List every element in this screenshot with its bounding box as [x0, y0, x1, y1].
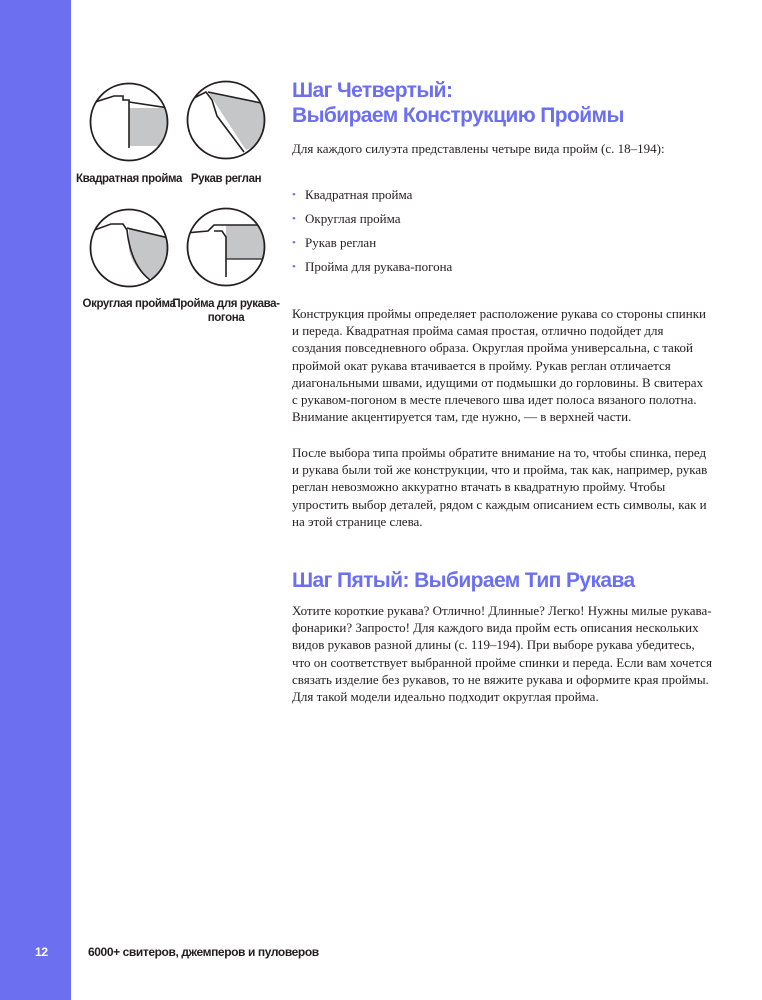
list-item-text: Рукав реглан — [305, 235, 377, 250]
list-item — [292, 183, 452, 207]
step4-heading-line2: Выбираем Конструкцию Проймы — [292, 104, 624, 127]
step5-heading: Шаг Пятый: Выбираем Тип Рукава — [292, 569, 635, 592]
running-title: 6000+ свитеров, джемперов и пуловеров — [88, 945, 319, 959]
square-armhole-icon — [89, 82, 169, 162]
diagram-label-raglan: Рукав реглан — [190, 173, 262, 185]
diagram-label-saddle: Пройма для рукава-погона — [172, 298, 280, 324]
page-number: 12 — [35, 945, 48, 959]
diagram-label-square: Квадратная пройма — [76, 173, 182, 185]
step4-heading — [292, 78, 624, 128]
list-item-text: Квадратная пройма — [305, 187, 413, 202]
list-item-text: Пройма для рукава-погона — [305, 259, 453, 274]
step5-paragraph: Хотите короткие рукава? Отлично! Длинные? Легко! Нужны милые рукава-фонарики? Запросто! Для каждого вида пройм есть описания нескольких видов рукавов разной длины (с. 119–194). При выборе рукава убедитесь, что он соответствует выбранной пройме спинки и переда. Если вам хочется связать изделие без рукавов, то не вяжите рукава и оформите края проймы. Для такой модели идеально подходит округлая пройма. — [292, 603, 712, 705]
bullet-symbol: • — [292, 189, 296, 201]
bullet-symbol: • — [292, 261, 296, 273]
sidebar-accent-bar — [0, 0, 71, 1000]
step4-intro: Для каждого силуэта представлены четыре вида пройм (с. 18–194): — [292, 141, 665, 156]
step4-heading-line1: Шаг Четвертый: — [292, 79, 453, 102]
armhole-type-list — [292, 183, 452, 279]
list-item — [292, 255, 452, 279]
step4-paragraph-1: Конструкция проймы определяет расположение рукава со стороны спинки и переда. Квадратная пройма самая простая, отлично подойдет для создания повседневного образа. Округлая пройма универсальна, с такой проймой окат рукава втачивается в пройму. Рукав реглан отличается диагональными швами, идущими от подмышки до горловины. В свитерах с рукавом-погоном в месте плечевого шва идет полоса вязаного полотна. Внимание акцентируется там, где нужно, — в верхней части. — [292, 306, 706, 425]
raglan-sleeve-icon — [186, 80, 266, 160]
list-item — [292, 231, 452, 255]
list-item-text: Округлая пройма — [305, 211, 401, 226]
bullet-symbol: • — [292, 213, 296, 225]
saddle-shoulder-armhole-icon — [186, 207, 266, 287]
diagram-label-round: Округлая пройма — [82, 298, 176, 310]
bullet-symbol: • — [292, 237, 296, 249]
step4-paragraph-2: После выбора типа проймы обратите внимание на то, чтобы спинка, перед и рукава были той же конструкции, что и пройма, так как, например, рукав реглан невозможно аккуратно втачать в квадратную пройму. Чтобы упростить выбор деталей, рядом с каждым описанием есть символы, как и на этой странице слева. — [292, 445, 708, 529]
list-item — [292, 207, 452, 231]
round-armhole-icon — [89, 208, 169, 288]
